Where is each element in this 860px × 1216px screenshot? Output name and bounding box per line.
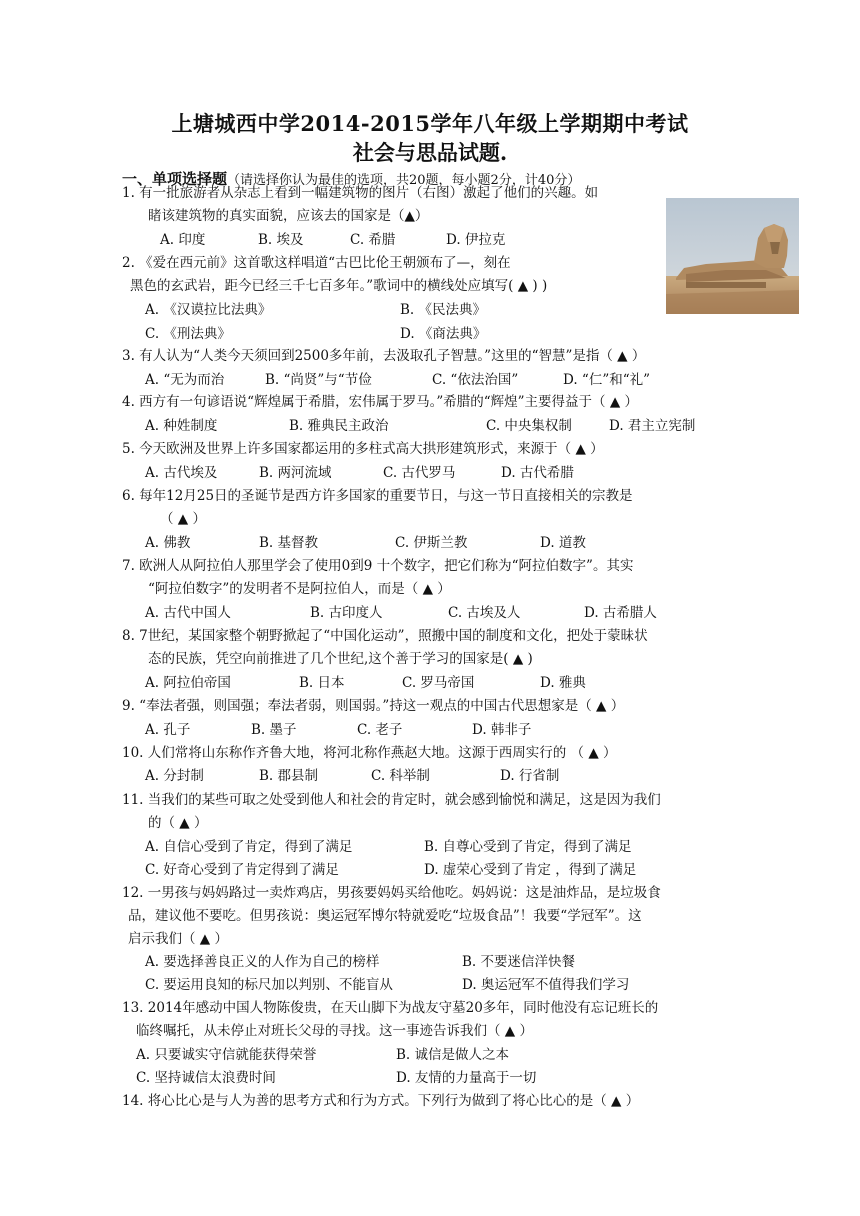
option-C[interactable]: C. 古代罗马 — [383, 465, 456, 481]
option-C[interactable]: C. 老子 — [357, 722, 403, 738]
option-A[interactable]: A. 《汉谟拉比法典》 — [145, 302, 272, 318]
option-D[interactable]: D. 道教 — [540, 535, 586, 551]
option-B[interactable]: B. 《民法典》 — [400, 302, 487, 318]
question-7-line-2: “阿拉伯数字”的发明者不是阿拉伯人，而是（ ▲ ） — [148, 581, 451, 597]
option-B[interactable]: B. 郡县制 — [259, 768, 319, 784]
option-D[interactable]: D. 雅典 — [540, 675, 586, 691]
question-13-line-2: 临终嘱托，从未停止对班长父母的寻找。这一事迹告诉我们（ ▲ ） — [136, 1023, 533, 1039]
option-B[interactable]: B. 古印度人 — [310, 605, 383, 621]
option-D[interactable]: D. 韩非子 — [472, 722, 532, 738]
option-B[interactable]: B. 不要迷信洋快餐 — [462, 954, 576, 970]
question-10-line-1: 10. 人们常将山东称作齐鲁大地，将河北称作燕赵大地。这源于西周实行的 （ ▲ ） — [122, 745, 617, 761]
option-D[interactable]: D. 行省制 — [500, 768, 560, 784]
question-12-line-1: 12. 一男孩与妈妈路过一卖炸鸡店，男孩要妈妈买给他吃。妈妈说：这是油炸品，是垃圾食 — [122, 885, 661, 901]
option-C[interactable]: C. 伊斯兰教 — [395, 535, 468, 551]
sphinx-photo-icon — [666, 198, 799, 314]
option-D[interactable]: D. 虚荣心受到了肯定 ，得到了满足 — [424, 862, 637, 878]
question-7-line-1: 7. 欧洲人从阿拉伯人那里学会了使用0到9 十个数字，把它们称为“阿拉伯数字”。其实 — [122, 558, 634, 574]
option-B[interactable]: B. 日本 — [299, 675, 345, 691]
question-6-line-2: （ ▲ ） — [160, 511, 206, 527]
question-6-line-1: 6. 每年12月25日的圣诞节是西方许多国家的重要节日，与这一节日直接相关的宗教是 — [122, 488, 633, 504]
question-11-line-1: 11. 当我们的某些可取之处受到他人和社会的肯定时，就会感到愉悦和满足，这是因为我们 — [122, 792, 661, 808]
option-D[interactable]: D. 友情的力量高于一切 — [396, 1070, 537, 1086]
option-D[interactable]: D. 伊拉克 — [446, 232, 506, 248]
option-A[interactable]: A. 要选择善良正义的人作为自己的榜样 — [145, 954, 380, 970]
option-C[interactable]: C. 古埃及人 — [448, 605, 521, 621]
question-1-line-1: 1. 有一批旅游者从杂志上看到一幅建筑物的图片（右图）激起了他们的兴趣。如 — [122, 185, 599, 201]
option-C[interactable]: C. 好奇心受到了肯定得到了满足 — [145, 862, 339, 878]
option-C[interactable]: C. 要运用良知的标尺加以判别、不能盲从 — [145, 977, 393, 993]
option-A[interactable]: A. “无为而治 — [145, 372, 225, 388]
option-D[interactable]: D. “仁”和“礼” — [563, 372, 651, 388]
option-B[interactable]: B. 埃及 — [258, 232, 304, 248]
question-13-line-1: 13. 2014年感动中国人物陈俊贵，在天山脚下为战友守墓20多年，同时他没有忘记班长的 — [122, 1000, 659, 1016]
question-11-line-2: 的（ ▲ ） — [148, 815, 208, 831]
option-A[interactable]: A. 佛教 — [145, 535, 191, 551]
option-D[interactable]: D. 古代希腊 — [501, 465, 574, 481]
option-B[interactable]: B. 基督教 — [259, 535, 319, 551]
question-1-line-2: 睹该建筑物的真实面貌，应该去的国家是（▲） — [148, 208, 429, 224]
option-B[interactable]: B. 两河流域 — [259, 465, 332, 481]
option-B[interactable]: B. 诚信是做人之本 — [396, 1047, 510, 1063]
option-A[interactable]: A. 古代埃及 — [145, 465, 218, 481]
option-A[interactable]: A. 自信心受到了肯定，得到了满足 — [145, 839, 353, 855]
exam-title: 上塘城西中学2014-2015学年八年级上学期期中考试 — [171, 111, 689, 136]
option-D[interactable]: D. 《商法典》 — [400, 326, 487, 342]
question-12-line-2: 品，建议他不要吃。但男孩说：奥运冠军博尔特就爱吃“垃圾食品”！我要“学冠军”。这 — [128, 908, 642, 924]
question-5-line-1: 5. 今天欧洲及世界上许多国家都运用的多柱式高大拱形建筑形式，来源于（ ▲ ） — [122, 441, 604, 457]
question-3-line-1: 3. 有人认为“人类今天须回到2500多年前，去汲取孔子智慧。”这里的“智慧”是指（ ▲ ） — [122, 348, 646, 364]
question-8-line-1: 8. 7世纪，某国家整个朝野掀起了“中国化运动”，照搬中国的制度和文化，把处于蒙昧状 — [122, 628, 648, 644]
question-14-line-1: 14. 将心比心是与人为善的思考方式和行为方式。下列行为做到了将心比心的是（ ▲ ） — [122, 1093, 640, 1109]
question-9-line-1: 9. “奉法者强，则国强；奉法者弱，则国弱。”持这一观点的中国古代思想家是（ ▲ ） — [122, 698, 625, 714]
question-2-line-2: 黑色的玄武岩，距今已经三千七百多年。”歌词中的横线处应填写( ▲ ) ) — [130, 278, 548, 294]
option-C[interactable]: C. “依法治国” — [432, 372, 519, 388]
option-C[interactable]: C. 科举制 — [371, 768, 430, 784]
option-B[interactable]: B. 雅典民主政治 — [289, 418, 389, 434]
option-C[interactable]: C. 希腊 — [350, 232, 396, 248]
option-C[interactable]: C. 坚持诚信太浪费时间 — [136, 1070, 276, 1086]
option-B[interactable]: B. 墨子 — [251, 722, 297, 738]
option-A[interactable]: A. 只要诚实守信就能获得荣誉 — [136, 1047, 317, 1063]
option-C[interactable]: C. 《刑法典》 — [145, 326, 231, 342]
option-D[interactable]: D. 古希腊人 — [584, 605, 657, 621]
option-A[interactable]: A. 阿拉伯帝国 — [145, 675, 231, 691]
option-B[interactable]: B. 自尊心受到了肯定，得到了满足 — [424, 839, 632, 855]
option-D[interactable]: D. 奥运冠军不值得我们学习 — [462, 977, 630, 993]
question-12-line-3: 启示我们（ ▲ ） — [128, 931, 228, 947]
option-C[interactable]: C. 中央集权制 — [486, 418, 572, 434]
option-A[interactable]: A. 分封制 — [145, 768, 204, 784]
option-C[interactable]: C. 罗马帝国 — [402, 675, 475, 691]
question-2-line-1: 2. 《爱在西元前》这首歌这样唱道“古巴比伦王朝颁布了—，刻在 — [122, 255, 511, 271]
option-A[interactable]: A. 孔子 — [145, 722, 191, 738]
question-8-line-2: 态的民族，凭空向前推进了几个世纪,这个善于学习的国家是( ▲ ) — [148, 651, 533, 667]
option-A[interactable]: A. 种姓制度 — [145, 418, 218, 434]
option-A[interactable]: A. 古代中国人 — [145, 605, 231, 621]
option-D[interactable]: D. 君主立宪制 — [609, 418, 696, 434]
option-B[interactable]: B. “尚贤”与“节俭 — [265, 372, 372, 388]
exam-subtitle: 社会与思品试题. — [352, 140, 508, 165]
option-A[interactable]: A. 印度 — [160, 232, 206, 248]
section-title: 一、单项选择题 — [122, 170, 228, 188]
section-note: （请选择你认为最佳的选项，共20题，每小题2分，计40分） — [227, 173, 581, 188]
question-4-line-1: 4. 西方有一句谚语说“辉煌属于希腊，宏伟属于罗马。”希腊的“辉煌”主要得益于（ ▲ ） — [122, 394, 638, 410]
